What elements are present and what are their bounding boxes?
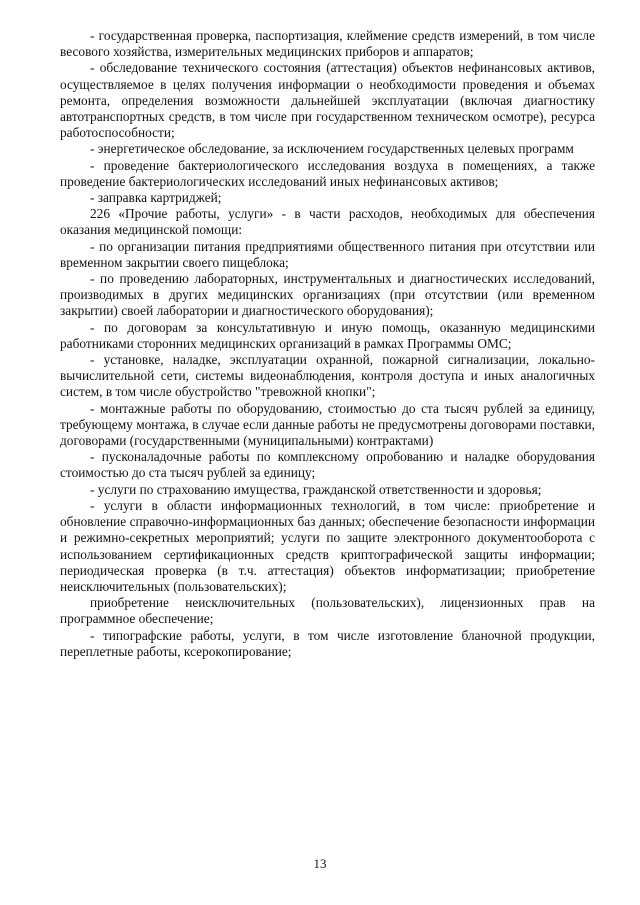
paragraph-energy-survey: - энергетическое обследование, за исключением государственных целевых программ xyxy=(90,141,574,157)
paragraph-consulting-contracts: - по договорам за консультативную и иную помощь, оказанную медицинскими работниками сторонних медицинских организаций в рамках Программы ОМС; xyxy=(60,319,595,351)
paragraph-lab-research: - по проведению лабораторных, инструментальных и диагностических исследований, производимых в других медицинских организациях (при отсутствии (или временном закрытии) своей лаборатории и диагностического оборудования); xyxy=(60,271,595,319)
paragraph-catering: - по организации питания предприятиями общественного питания при отсутствии или временном закрытии своего пищеблока; xyxy=(60,238,595,270)
paragraph-technical-inspection: - обследование технического состояния (аттестация) объектов нефинансовых активов, осуществляемое в целях получения информации о необходимости проведения и объемах ремонта, определения возможности дальнейшей эксплуатации (включая диагностику автотранспортных средств, в том числе при государственном техническом осмотре), ресурса работоспособности; xyxy=(60,60,595,141)
paragraph-security-systems: - установке, наладке, эксплуатации охранной, пожарной сигнализации, локально-вычислительной сети, системы видеонаблюдения, контроля доступа и иных аналогичных систем, в том числе обустройство "тревожной кнопки"; xyxy=(60,352,595,400)
page-number: 13 xyxy=(313,856,327,871)
paragraph-software-licenses: приобретение неисключительных (пользовательских), лицензионных прав на программное обеспечение; xyxy=(60,595,595,627)
paragraph-state-verification: - государственная проверка, паспортизация, клеймение средств измерений, в том числе весового хозяйства, измерительных медицинских приборов и аппаратов; xyxy=(60,28,595,60)
paragraph-it-services: - услуги в области информационных технологий, в том числе: приобретение и обновление справочно-информационных баз данных; обеспечение безопасности информации и режимно-секретных мероприятий; услуги по защите электронного документооборота с использованием сертификационных средств криптографической защиты информации; периодическая проверка (в т.ч. аттестация) объектов информатизации; приобретение неисключительных (пользовательских); xyxy=(60,497,595,594)
document-body xyxy=(60,28,595,660)
paragraph-printing: - типографские работы, услуги, в том числе изготовление бланочной продукции, переплетные работы, ксерокопирование; xyxy=(60,627,595,659)
paragraph-bacteriological-tests: - проведение бактериологического исследования воздуха в помещениях, а также проведение бактериологических исследований иных нефинансовых активов; xyxy=(60,157,595,189)
paragraph-article-226: 226 «Прочие работы, услуги» - в части расходов, необходимых для обеспечения оказания медицинской помощи: xyxy=(60,206,595,238)
paragraph-cartridge-refill: - заправка картриджей; xyxy=(90,190,222,206)
paragraph-insurance: - услуги по страхованию имущества, гражданской ответственности и здоровья; xyxy=(90,481,542,497)
paragraph-installation-works: - монтажные работы по оборудованию, стоимостью до ста тысяч рублей за единицу, требующему монтажа, в случае если данные работы не предусмотрены договорами поставки, договорами (государственными (муниципальными) контрактами) xyxy=(60,400,595,449)
paragraph-commissioning: - пусконаладочные работы по комплексному опробованию и наладке оборудования стоимостью до ста тысяч рублей за единицу; xyxy=(60,449,595,481)
